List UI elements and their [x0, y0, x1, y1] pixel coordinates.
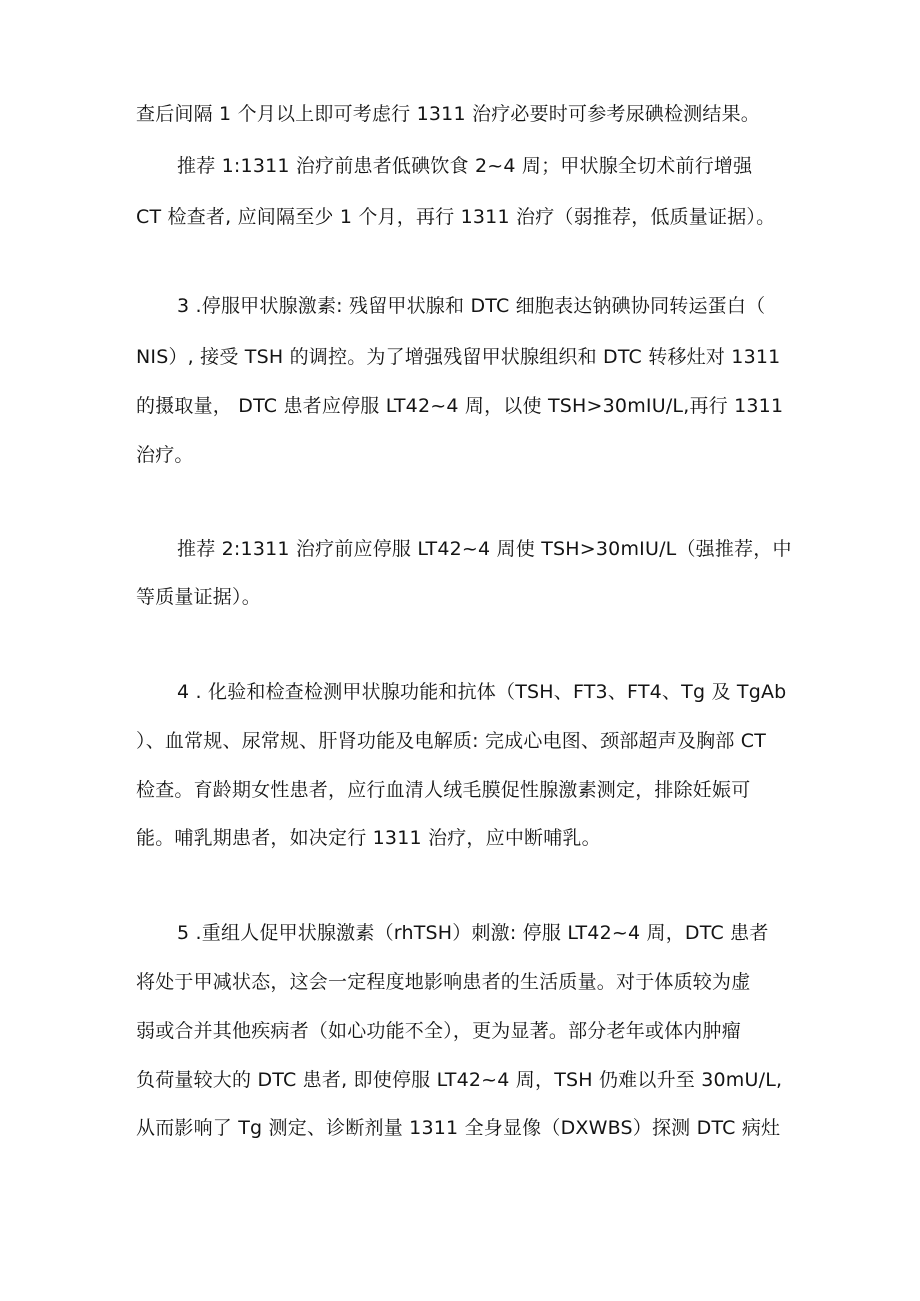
- section-5-line-2: 将处于甲减状态，这会一定程度地影响患者的生活质量。对于体质较为虚: [136, 971, 751, 993]
- section-5-line-3: 弱或合并其他疾病者（如心功能不全），更为显著。部分老年或体内肿瘤: [136, 1020, 741, 1042]
- recommendation-2-line-2: 等质量证据）。: [136, 586, 261, 608]
- section-3-line-2: NIS）, 接受 TSH 的调控。为了增强残留甲状腺组织和 DTC 转移灶对 1311: [136, 346, 781, 368]
- section-3-line-3: 的摄取量， DTC 患者应停服 LT42~4 周，以使 TSH>30mIU/L,再行 1311: [136, 395, 784, 417]
- section-4-line-3: 检查。育龄期女性患者，应行血清人绒毛膜促性腺激素测定，排除妊娠可: [136, 779, 751, 801]
- section-3-line-4: 治疗。: [136, 444, 194, 466]
- recommendation-2-line-1: 推荐 2:1311 治疗前应停服 LT42~4 周使 TSH>30mIU/L（强推荐，中: [177, 538, 792, 560]
- recommendation-1-line-2: CT 检查者, 应间隔至少 1 个月，再行 1311 治疗（弱推荐，低质量证据）。: [136, 206, 776, 228]
- section-5-line-5: 从而影响了 Tg 测定、诊断剂量 1311 全身显像（DXWBS）探测 DTC 病灶: [136, 1117, 781, 1139]
- section-5-line-4: 负荷量较大的 DTC 患者, 即使停服 LT42~4 周，TSH 仍难以升至 30mU/L,: [136, 1069, 783, 1091]
- section-4-line-1: 4 . 化验和检查检测甲状腺功能和抗体（TSH、FT3、FT4、Tg 及 TgAb: [177, 681, 787, 703]
- intro-line-1: 查后间隔 1 个月以上即可考虑行 1311 治疗必要时可参考尿碘检测结果。: [136, 103, 761, 125]
- section-4-line-4: 能。哺乳期患者，如决定行 1311 治疗，应中断哺乳。: [136, 827, 601, 849]
- section-4-line-2: ）、血常规、尿常规、肝肾功能及电解质: 完成心电图、颈部超声及胸部 CT: [136, 730, 767, 752]
- section-3-line-1: 3 .停服甲状腺激素: 残留甲状腺和 DTC 细胞表达钠碘协同转运蛋白（: [177, 295, 766, 317]
- section-5-line-1: 5 .重组人促甲状腺激素（rhTSH）刺激: 停服 LT42~4 周，DTC 患者: [177, 922, 769, 944]
- recommendation-1-line-1: 推荐 1:1311 治疗前患者低碘饮食 2~4 周；甲状腺全切术前行增强: [177, 155, 753, 177]
